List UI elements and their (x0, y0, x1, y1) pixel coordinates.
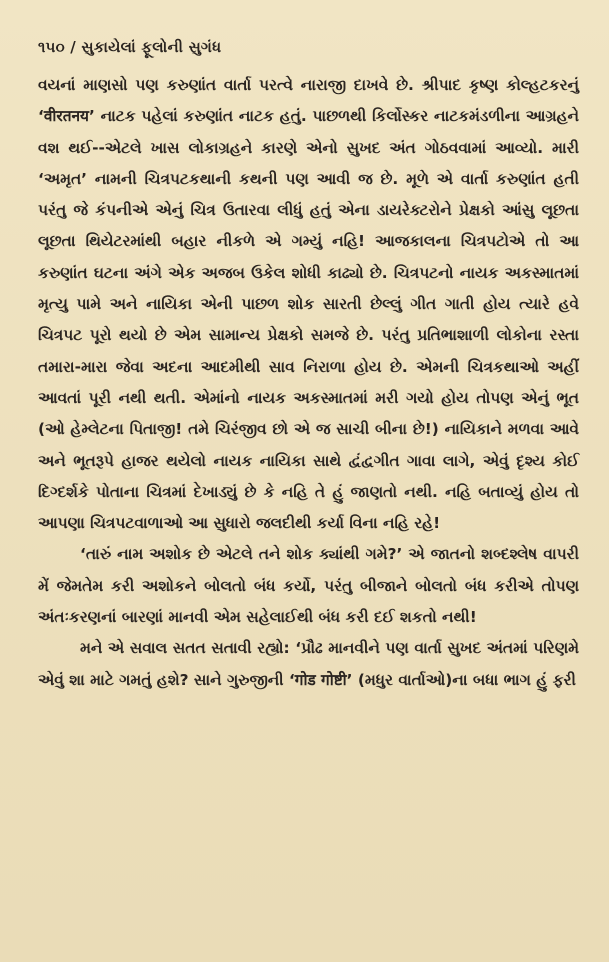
text-segment: ‘તારું નામ અશોક છે એટલે તને શોક ક્યાંથી ગમે?’ એ જાતનો શબ્દશ્લેષ વાપરી મેં જેમતેમ કરી અશોકને બોલતો બંધ કર્યો, પરંતુ બીજાને બોલતો બંધ કરીએ તોપણ અંતઃકરણનાં બારણાં માનવી એમ સહેલાઈથી બંધ કરી દઈ શકતો નથી! (38, 545, 579, 627)
emphasized-title-viratanay: वीरतनय (43, 107, 89, 126)
text-segment: ’ નામની ચિત્રપટકથાની કથની પણ આવી જ છે. મૂળે એ વાર્તા કરુણાંત હતી પરંતુ જે કંપનીએ એનું ચિત્ર ઉતારવા લીધું હતું એના ડાયરેક્ટરોને પ્રેક્ષકો આંસુ લૂછતા લૂછતા થિયેટરમાંથી બહાર નીકળે એ ગમ્યું નહિ! આજકાલના ચિત્રપટોએ તો આ કરુણાંત ઘટના અંગે એક અજબ ઉકેલ શોધી કાઢ્યો છે. ચિત્રપટનો નાયક અકસ્માતમાં મૃત્યુ પામે અને નાયિકા એની પાછળ શોક સારતી છેલ્લું ગીત ગાતી હોય ત્યારે હવે ચિત્રપટ પૂરો થયો છે એમ સામાન્ય પ્રેક્ષકો સમજે છે. પરંતુ પ્રતિભાશાળી લોકોના રસ્તા તમારા-મારા જેવા અદના આદમીથી સાવ નિરાળા હોય છે. એમની ચિત્રકથાઓ અહીં આવતાં પૂરી નથી થતી. એમાંનો નાયક અકસ્માતમાં મરી ગયો હોય તોપણ એનું ભૂત (ઓ હેમ્લેટના પિતાજી! તમે ચિરંજીવ છો એ જ સાચી બીના છે!) નાયિકાને મળવા આવે અને ભૂતરૂપે હાજર થયેલો નાયક નાયિકા સાથે દ્વંદ્વગીત ગાવા લાગે, એવું દૃશ્ય કોઈ દિગ્દર્શકે પોતાના ચિત્રમાં દેખાડ્યું છે કે નહિ તે હું જાણતો નથી. નહિ બતાવ્યું હોય તો આપણા ચિત્રપટવાળાઓ આ સુધારો જલદીથી કર્યા વિના નહિ રહે! (38, 169, 579, 533)
paragraph-3 (38, 633, 579, 696)
paragraph-2 (38, 539, 579, 633)
running-head: ૧૫૦ / સુકાયેલાં ફૂલોની સુગંધ (38, 38, 222, 56)
paragraph-1 (38, 70, 579, 539)
text-segment: મને એ સવાલ સતત સતાવી રહ્યો: ‘પ્રૌઢ માનવીને પણ વાર્તા સુખદ અંતમાં પરિણમે એવું શા માટે ગમતું હશે? સાને ગુરુજીની ‘ (38, 639, 579, 689)
emphasized-title-amrut: અમૃત (43, 169, 82, 188)
emphasized-title-god-goshti: गोड गोष्टी (294, 670, 347, 689)
text-segment: વયનાં માણસો પણ કરુણાંત વાર્તા પરત્વે નારાજી દાખવે છે. શ્રીપાદ કૃષ્ણ કોલ્હટકરનું ‘ (38, 76, 579, 126)
body-text (38, 70, 579, 696)
text-segment: ’ નાટક પહેલાં કરુણાંત નાટક હતું. પાછળથી કિર્લોસ્કર નાટકમંડળીના આગ્રહને વશ થઈ--એટલે ખાસ લોકાગ્રહને કારણે એનો સુખદ અંત ગોઠવવામાં આવ્યો. મારી ‘ (38, 107, 579, 188)
text-segment: ’ (મધુર વાર્તાઓ)ના બધા ભાગ હું ફરી (346, 670, 576, 689)
